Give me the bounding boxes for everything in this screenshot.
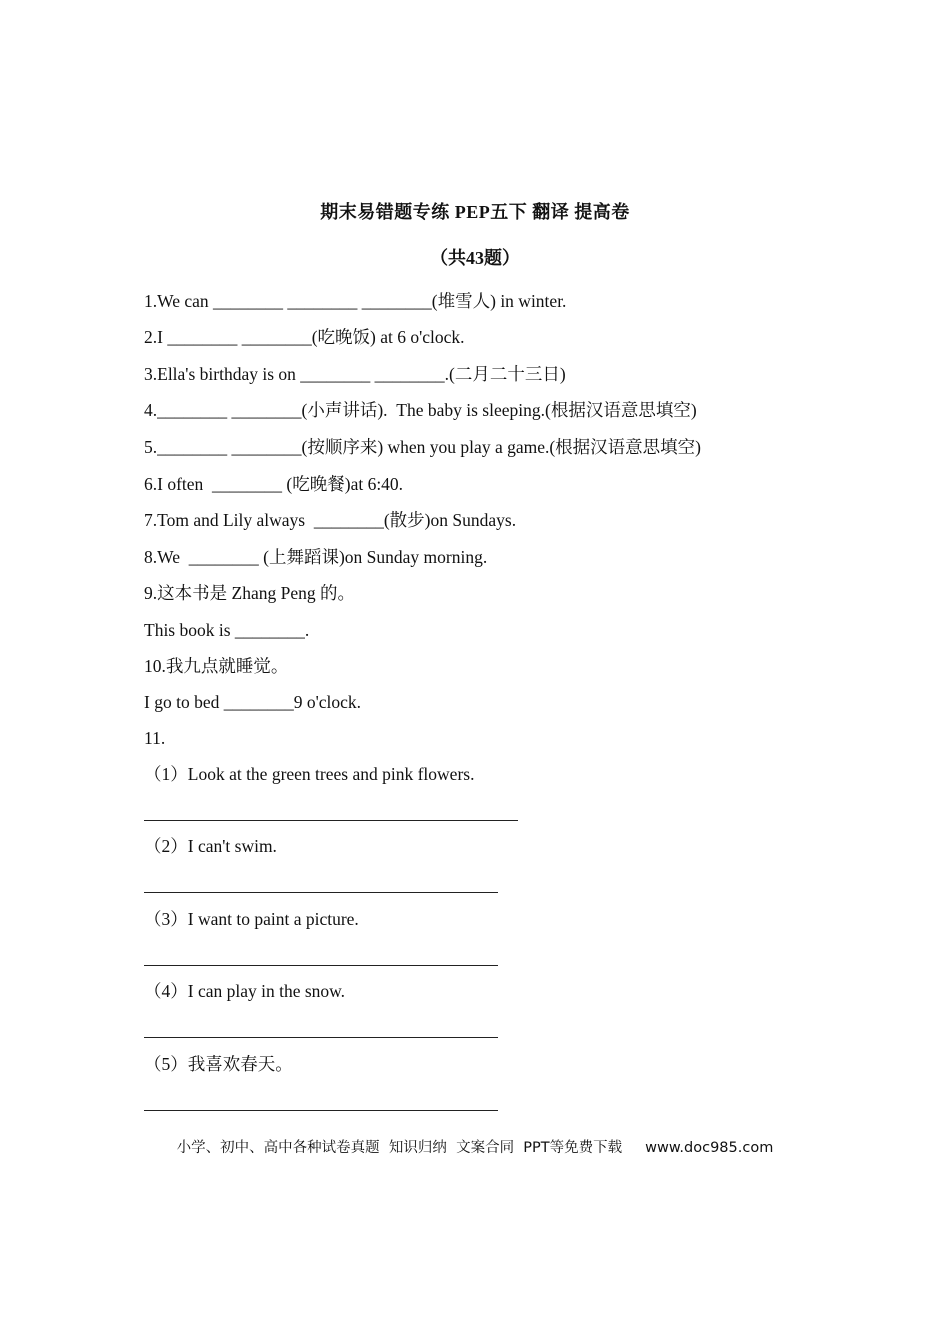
question-5: 5.________ ________(按顺序来) when you play a game.(根据汉语意思填空)	[144, 437, 702, 457]
answer-line-2	[144, 892, 498, 893]
answer-line-3	[144, 965, 498, 966]
question-9: 9.这本书是 Zhang Peng 的。	[144, 583, 355, 603]
sub-question-2: （2）I can't swim.	[144, 836, 277, 856]
question-9-answer: This book is ________.	[144, 620, 310, 640]
footer-text: 小学、初中、高中各种试卷真题 知识归纳 文案合同 PPT等免费下载 www.doc985.com	[176, 1140, 774, 1156]
sub-question-4: （4）I can play in the snow.	[144, 981, 346, 1001]
answer-line-5	[144, 1110, 498, 1111]
question-6: 6.I often ________ (吃晚餐)at 6:40.	[144, 474, 404, 494]
question-11: 11.	[144, 728, 166, 748]
question-4: 4.________ ________(小声讲话). The baby is sleeping.(根据汉语意思填空)	[144, 400, 697, 420]
question-3: 3.Ella's birthday is on ________ ________.(二月二十三日)	[144, 364, 566, 384]
page-subtitle: （共43题）	[430, 248, 520, 268]
answer-line-4	[144, 1037, 498, 1038]
answer-line-1	[144, 820, 518, 821]
sub-question-1: （1）Look at the green trees and pink flowers.	[144, 764, 475, 784]
sub-question-3: （3）I want to paint a picture.	[144, 909, 359, 929]
question-10: 10.我九点就睡觉。	[144, 656, 289, 676]
question-7: 7.Tom and Lily always ________(散步)on Sundays.	[144, 510, 517, 530]
question-10-answer: I go to bed ________9 o'clock.	[144, 692, 362, 712]
page-title: 期末易错题专练 PEP五下 翻译 提高卷	[320, 202, 630, 222]
question-8: 8.We ________ (上舞蹈课)on Sunday morning.	[144, 547, 488, 567]
sub-question-5: （5）我喜欢春天。	[144, 1054, 293, 1074]
question-1: 1.We can ________ ________ ________(堆雪人) in winter.	[144, 291, 567, 311]
question-2: 2.I ________ ________(吃晚饭) at 6 o'clock.	[144, 327, 465, 347]
